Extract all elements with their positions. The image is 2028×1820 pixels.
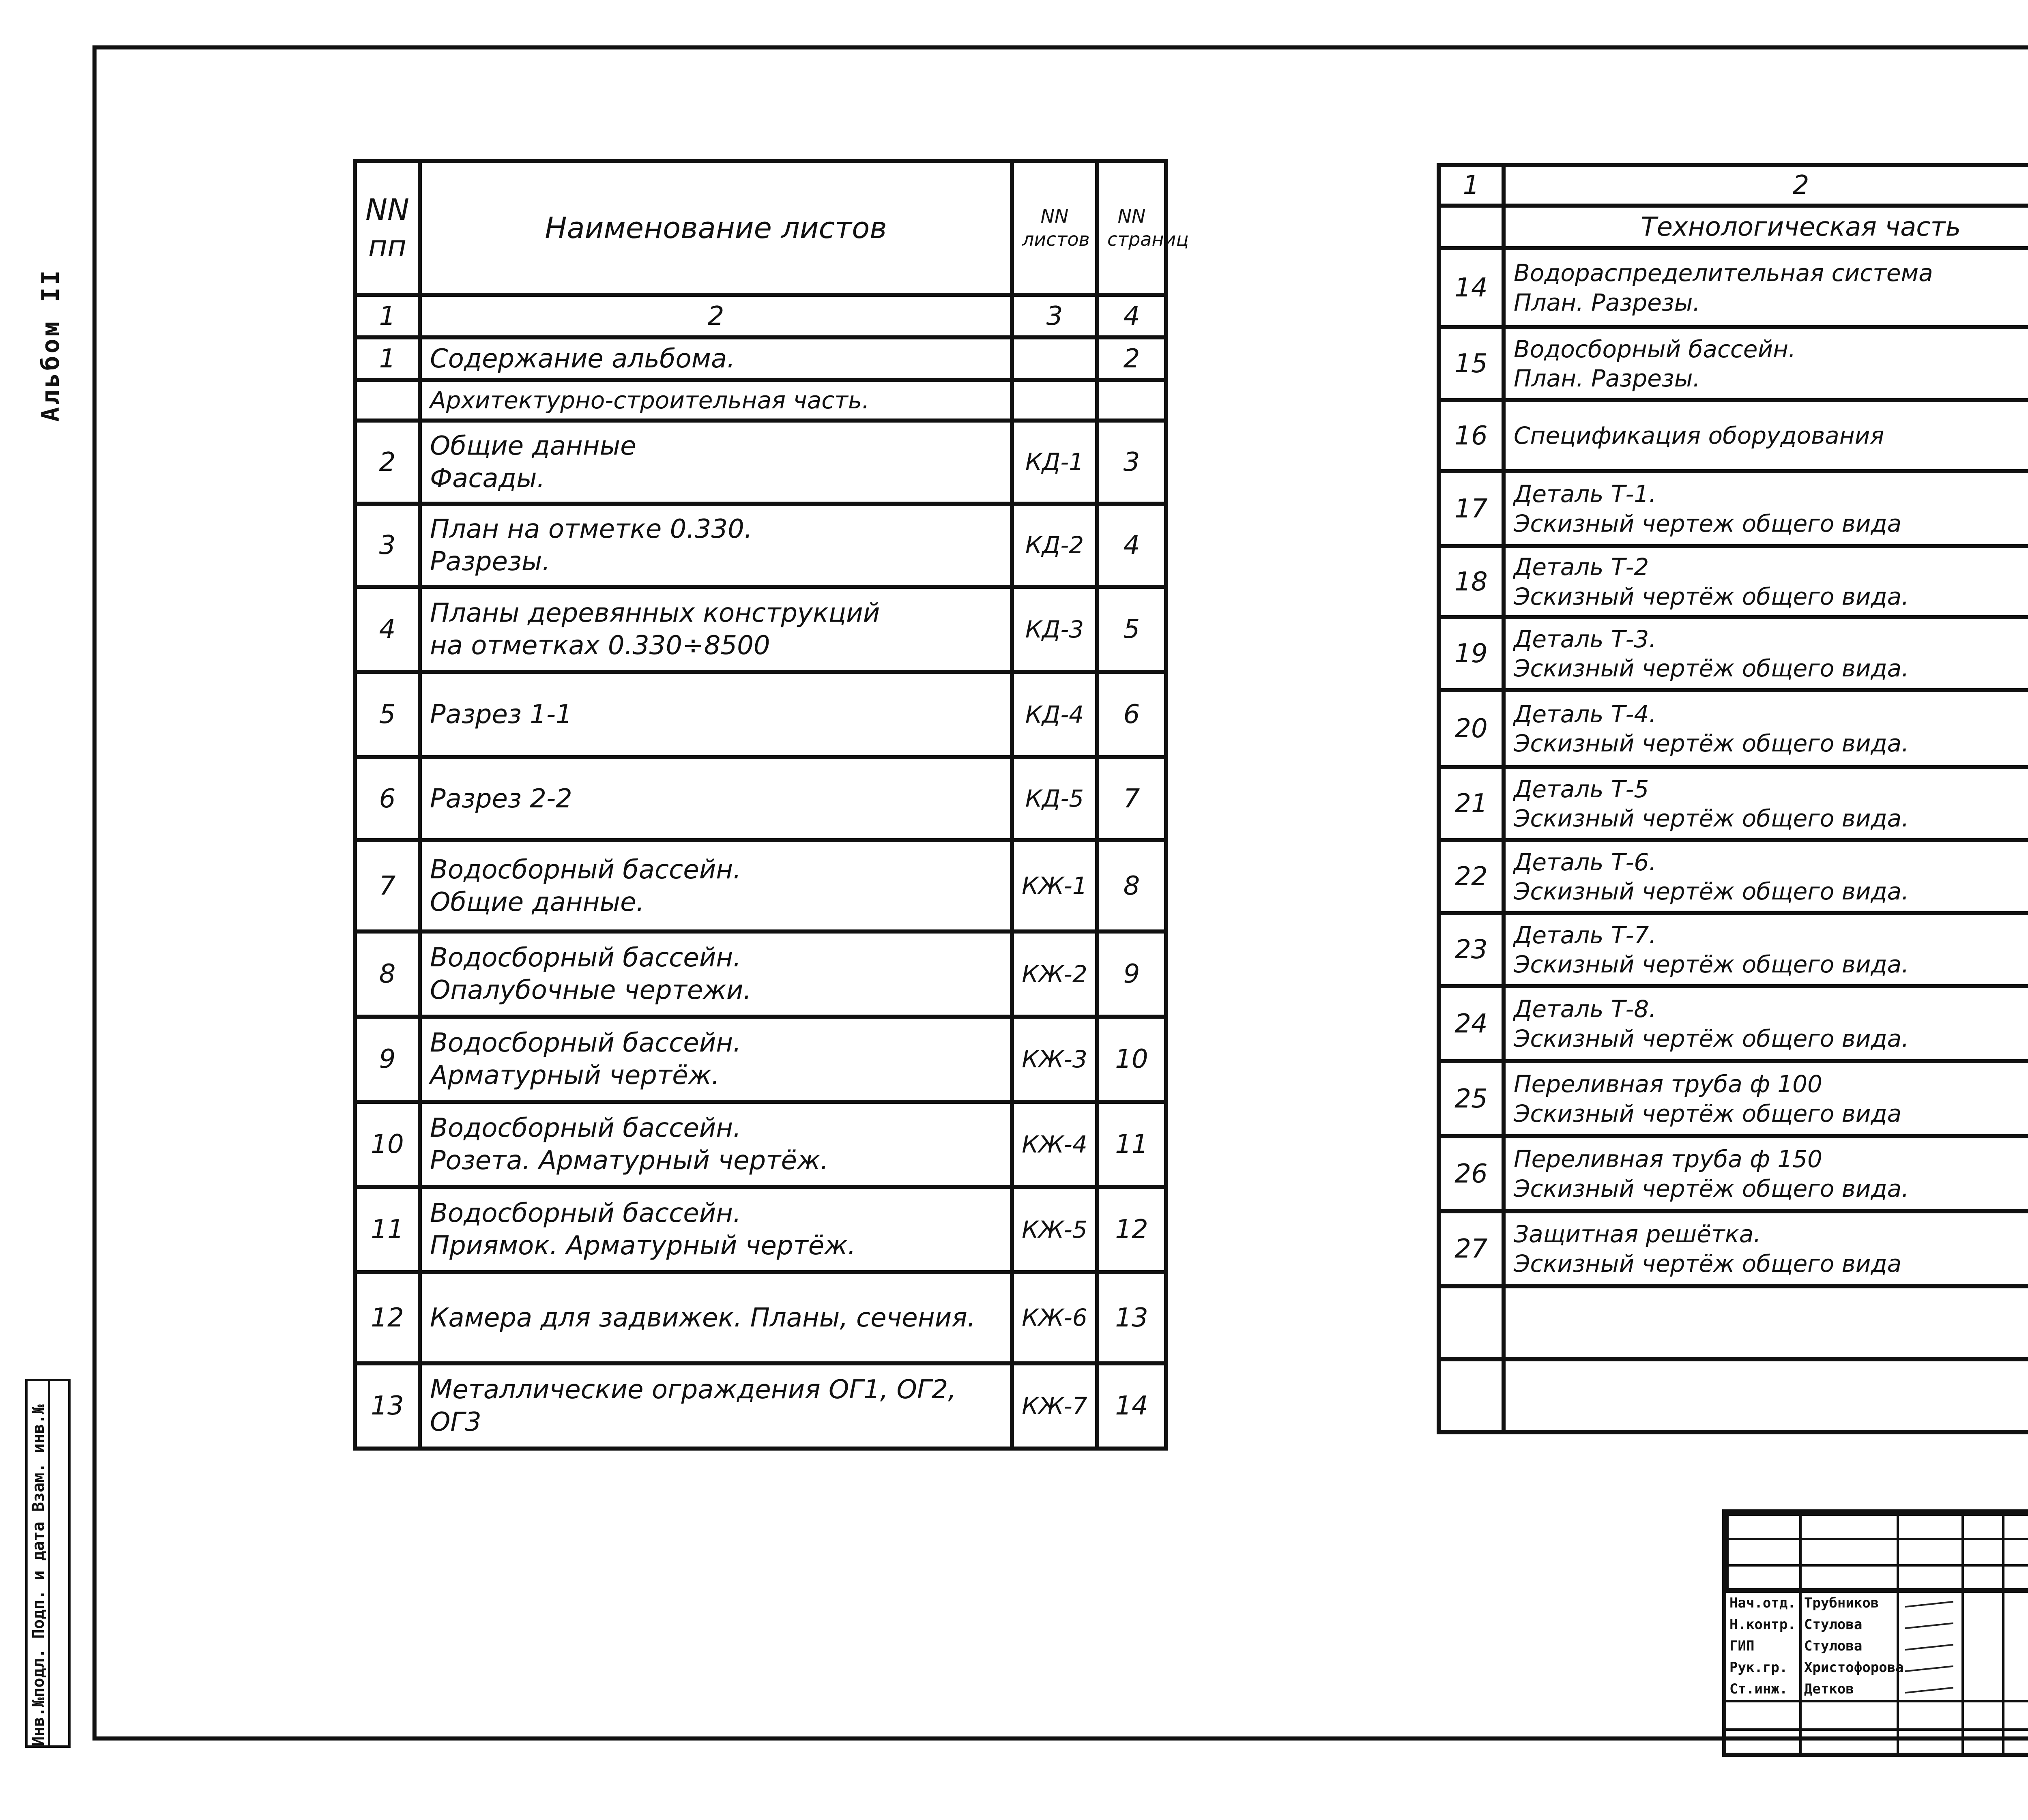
row-sheet-code: КД-1 xyxy=(1012,421,1097,504)
side-stamp xyxy=(25,1379,71,1748)
table-row xyxy=(1439,1211,2028,1286)
row-page: 3 xyxy=(1097,421,1166,504)
signature-name: Христофорова xyxy=(1804,1659,1904,1676)
row-number: 9 xyxy=(355,1017,420,1102)
header-pages: NN страниц xyxy=(1097,161,1166,295)
signature-role: Нач.отд. xyxy=(1729,1595,1796,1611)
row-title: Водосборный бассейн. Арматурный чертёж. xyxy=(420,1017,1012,1102)
table-row xyxy=(355,380,1166,421)
row-number: 27 xyxy=(1439,1211,1504,1286)
table-row xyxy=(355,337,1166,380)
table-row xyxy=(355,672,1166,757)
row-sheet-code: КД-5 xyxy=(1012,757,1097,840)
row-page: 10 xyxy=(1097,1017,1166,1102)
signature-name: Стулова xyxy=(1804,1638,1863,1654)
table-row xyxy=(355,840,1166,931)
row-number: 15 xyxy=(1439,327,1504,400)
table-row xyxy=(1439,767,2028,840)
table-row xyxy=(355,1102,1166,1187)
row-page: 12 xyxy=(1097,1187,1166,1272)
row-number: 14 xyxy=(1439,248,1504,327)
row-title: Деталь Т-8. Эскизный чертёж общего вида. xyxy=(1504,986,2028,1061)
table-row xyxy=(1439,248,2028,327)
row-number: 5 xyxy=(355,672,420,757)
header-sheets: NN листов xyxy=(1012,161,1097,295)
row-sheet-code: КД-3 xyxy=(1012,587,1097,672)
row-title: Содержание альбома. xyxy=(420,337,1012,380)
row-title: Деталь Т-7. Эскизный чертёж общего вида. xyxy=(1504,913,2028,986)
row-page: 14 xyxy=(1097,1363,1166,1449)
table-row xyxy=(355,1187,1166,1272)
row-number: 7 xyxy=(355,840,420,931)
row-number: 23 xyxy=(1439,913,1504,986)
row-number: 19 xyxy=(1439,617,1504,690)
row-sheet-code: КЖ-5 xyxy=(1012,1187,1097,1272)
table-row xyxy=(1439,690,2028,767)
revision-grid xyxy=(1726,1513,2028,1590)
signature-name: Стулова xyxy=(1804,1616,1863,1633)
row-title: Деталь Т-2 Эскизный чертёж общего вида. xyxy=(1504,546,2028,617)
row-title: Защитная решётка. Эскизный чертёж общего вида xyxy=(1504,1211,2028,1286)
col-number: 2 xyxy=(420,295,1012,337)
signature-role: Ст.инж. xyxy=(1729,1681,1788,1697)
row-page: 11 xyxy=(1097,1102,1166,1187)
row-title: Деталь Т-6. Эскизный чертёж общего вида. xyxy=(1504,840,2028,913)
row-page: 5 xyxy=(1097,587,1166,672)
signature-row xyxy=(1726,1657,2028,1678)
signature-role: Рук.гр. xyxy=(1729,1659,1788,1676)
row-number: 6 xyxy=(355,757,420,840)
row-page: 6 xyxy=(1097,672,1166,757)
row-number: 13 xyxy=(355,1363,420,1449)
table-row xyxy=(355,587,1166,672)
row-title xyxy=(1504,1286,2028,1359)
section-title: Технологическая часть xyxy=(1504,206,2028,248)
row-number: 18 xyxy=(1439,546,1504,617)
row-sheet-code: КЖ-6 xyxy=(1012,1272,1097,1363)
table-row xyxy=(1439,1286,2028,1359)
row-sheet-code: КЖ-3 xyxy=(1012,1017,1097,1102)
signature-role: Н.контр. xyxy=(1729,1616,1796,1633)
row-number: 22 xyxy=(1439,840,1504,913)
row-number: 11 xyxy=(355,1187,420,1272)
row-sheet-code: КЖ-4 xyxy=(1012,1102,1097,1187)
row-number: 17 xyxy=(1439,471,1504,546)
table-row xyxy=(1439,913,2028,986)
row-title: Водосборный бассейн. План. Разрезы. xyxy=(1504,327,2028,400)
contents-table-right xyxy=(1437,163,2028,1434)
album-label: Альбом II xyxy=(37,268,65,422)
row-page xyxy=(1097,380,1166,421)
row-page: 7 xyxy=(1097,757,1166,840)
signature-scribble xyxy=(1905,1665,1953,1672)
row-title: Разрез 1-1 xyxy=(420,672,1012,757)
row-title: Спецификация оборудования xyxy=(1504,400,2028,471)
table-row xyxy=(355,931,1166,1017)
signature-scribble xyxy=(1905,1687,1953,1694)
col-number: 3 xyxy=(1012,295,1097,337)
row-number: 8 xyxy=(355,931,420,1017)
signature-scribble xyxy=(1905,1623,1953,1629)
table-row xyxy=(1439,617,2028,690)
table-row xyxy=(1439,986,2028,1061)
row-number xyxy=(1439,1359,1504,1432)
row-number: 16 xyxy=(1439,400,1504,471)
signature-row xyxy=(1726,1636,2028,1657)
table-row xyxy=(1439,327,2028,400)
row-sheet-code: КЖ-2 xyxy=(1012,931,1097,1017)
signature-scribble xyxy=(1905,1601,1953,1608)
row-title: Водосборный бассейн. Приямок. Арматурный чертёж. xyxy=(420,1187,1012,1272)
row-number: 26 xyxy=(1439,1136,1504,1211)
table-row xyxy=(1439,471,2028,546)
row-number: 25 xyxy=(1439,1061,1504,1136)
row-title: Планы деревянных конструкций на отметках 0.330÷8500 xyxy=(420,587,1012,672)
col-number: 1 xyxy=(1439,165,1504,206)
table-row xyxy=(1439,1061,2028,1136)
contents-table-left xyxy=(353,159,1189,1451)
table-header-row xyxy=(355,161,1166,295)
row-title: Водосборный бассейн. Опалубочные чертежи. xyxy=(420,931,1012,1017)
row-number: 3 xyxy=(355,504,420,587)
table-row xyxy=(1439,400,2028,471)
row-sheet-code: КЖ-1 xyxy=(1012,840,1097,931)
row-number: 12 xyxy=(355,1272,420,1363)
row-page: 9 xyxy=(1097,931,1166,1017)
row-sheet-code xyxy=(1012,337,1097,380)
row-title: Переливная труба ф 100 Эскизный чертёж общего вида xyxy=(1504,1061,2028,1136)
row-title: Водосборный бассейн. Общие данные. xyxy=(420,840,1012,931)
table-row xyxy=(355,421,1166,504)
signature-row xyxy=(1726,1679,2028,1700)
table-row xyxy=(355,1017,1166,1102)
table-row xyxy=(1439,1136,2028,1211)
table-row xyxy=(355,1272,1166,1363)
row-title: Деталь Т-4. Эскизный чертёж общего вида. xyxy=(1504,690,2028,767)
row-sheet-code: КЖ-7 xyxy=(1012,1363,1097,1449)
row-number: 20 xyxy=(1439,690,1504,767)
row-page: 13 xyxy=(1097,1272,1166,1363)
row-number: 1 xyxy=(355,337,420,380)
row-number: 24 xyxy=(1439,986,1504,1061)
table-row xyxy=(1439,546,2028,617)
table-row xyxy=(355,504,1166,587)
header-name: Наименование листов xyxy=(420,161,1012,295)
row-page: 4 xyxy=(1097,504,1166,587)
row-title: Общие данные Фасады. xyxy=(420,421,1012,504)
row-title: Деталь Т-1. Эскизный чертеж общего вида xyxy=(1504,471,2028,546)
title-block xyxy=(1722,1509,2028,1757)
signature-role: ГИП xyxy=(1729,1638,1755,1654)
row-number: 10 xyxy=(355,1102,420,1187)
row-title: План на отметке 0.330. Разрезы. xyxy=(420,504,1012,587)
col-number: 1 xyxy=(355,295,420,337)
col-number: 4 xyxy=(1097,295,1166,337)
col-number: 2 xyxy=(1504,165,2028,206)
row-title: Водосборный бассейн. Розета. Арматурный чертёж. xyxy=(420,1102,1012,1187)
signature-scribble xyxy=(1905,1644,1953,1651)
row-title: Металлические ограждения ОГ1, ОГ2, ОГ3 xyxy=(420,1363,1012,1449)
signature-name: Трубников xyxy=(1804,1595,1879,1611)
section-row xyxy=(1439,206,2028,248)
row-title xyxy=(1504,1359,2028,1432)
row-title: Деталь Т-5 Эскизный чертёж общего вида. xyxy=(1504,767,2028,840)
row-title: Переливная труба ф 150 Эскизный чертёж общего вида. xyxy=(1504,1136,2028,1211)
row-number xyxy=(1439,1286,1504,1359)
table-row xyxy=(1439,1359,2028,1432)
signature-row xyxy=(1726,1614,2028,1635)
row-title: Деталь Т-3. Эскизный чертёж общего вида. xyxy=(1504,617,2028,690)
signature-name: Детков xyxy=(1804,1681,1854,1697)
header-nn: NN пп xyxy=(355,161,420,295)
row-title: Разрез 2-2 xyxy=(420,757,1012,840)
row-page: 8 xyxy=(1097,840,1166,931)
row-number: 2 xyxy=(355,421,420,504)
row-title: Камера для задвижек. Планы, сечения. xyxy=(420,1272,1012,1363)
side-stamp-text: Инв.№подл. Подп. и дата Взам. инв.№ xyxy=(29,1404,48,1746)
column-number-row xyxy=(1439,165,2028,206)
row-title: Архитектурно-строительная часть. xyxy=(420,380,1012,421)
row-page: 2 xyxy=(1097,337,1166,380)
table-row xyxy=(1439,840,2028,913)
table-row xyxy=(355,1363,1166,1449)
row-title: Водораспределительная система План. Разрезы. xyxy=(1504,248,2028,327)
row-sheet-code xyxy=(1012,380,1097,421)
row-sheet-code: КД-4 xyxy=(1012,672,1097,757)
table-row xyxy=(355,757,1166,840)
row-number: 4 xyxy=(355,587,420,672)
row-number xyxy=(355,380,420,421)
section-blank xyxy=(1439,206,1504,248)
signature-row xyxy=(1726,1593,2028,1614)
column-number-row xyxy=(355,295,1166,337)
row-number: 21 xyxy=(1439,767,1504,840)
row-sheet-code: КД-2 xyxy=(1012,504,1097,587)
